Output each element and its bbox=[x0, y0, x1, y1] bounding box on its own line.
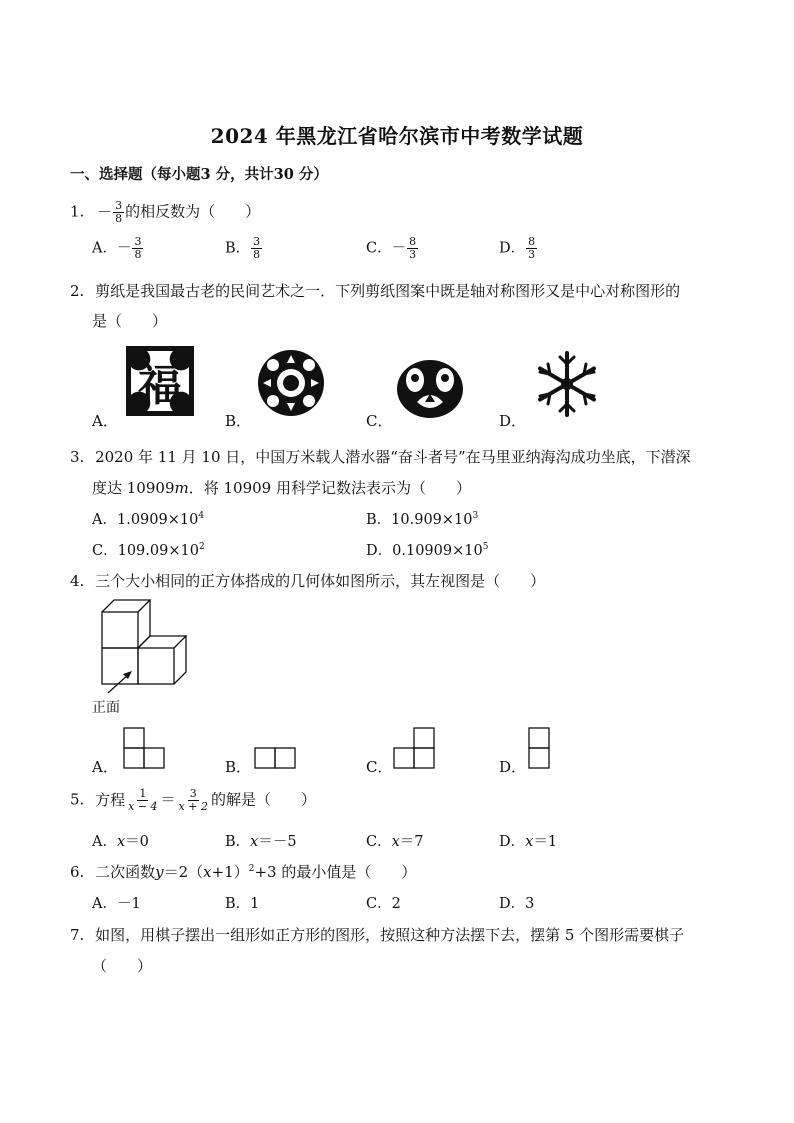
option-value: ＝1 bbox=[533, 834, 558, 850]
fraction bbox=[251, 236, 262, 261]
fraction bbox=[526, 236, 537, 261]
pattern-hole bbox=[303, 359, 315, 371]
page-title: 2024 年黑龙江省哈尔滨市中考数学试题 bbox=[210, 124, 584, 148]
question-2 bbox=[70, 280, 680, 301]
pattern-hole bbox=[267, 359, 279, 371]
option-value: 109.09×10 bbox=[117, 543, 199, 559]
view-option-b[interactable] bbox=[253, 746, 299, 770]
q4-option-d-label[interactable]: D． bbox=[499, 758, 527, 776]
paper-cut-snowflake-image[interactable] bbox=[533, 350, 601, 418]
question-number: 2. bbox=[70, 282, 85, 300]
question-1 bbox=[70, 200, 260, 225]
fraction bbox=[407, 236, 418, 261]
option-b[interactable] bbox=[225, 830, 297, 851]
unit: m bbox=[174, 479, 189, 497]
view-option-c[interactable] bbox=[392, 726, 438, 770]
outer-shape bbox=[397, 360, 463, 418]
numerator: 3 bbox=[134, 235, 142, 248]
question-text: 方程 bbox=[95, 790, 126, 809]
numerator: 8 bbox=[528, 235, 536, 248]
pattern-hole bbox=[267, 395, 279, 407]
option-label: B． bbox=[366, 512, 392, 528]
snowflake-center bbox=[561, 378, 573, 390]
sign: － bbox=[391, 240, 407, 257]
option-label: D． bbox=[499, 896, 526, 912]
option-a[interactable] bbox=[92, 236, 144, 261]
question-text: 如图，用棋子摆出一组形如正方形的图形，按照这种方法摆下去，摆第 5 个图形需要棋子 bbox=[95, 926, 685, 944]
eye-right bbox=[441, 374, 449, 382]
option-d[interactable] bbox=[366, 539, 488, 560]
option-b[interactable] bbox=[225, 892, 259, 913]
q4-option-a-label[interactable]: A． bbox=[92, 758, 118, 776]
option-a[interactable] bbox=[92, 508, 204, 529]
question-4 bbox=[70, 570, 545, 591]
option-d[interactable] bbox=[499, 236, 538, 261]
variable: x bbox=[250, 834, 259, 850]
option-label: A． bbox=[92, 834, 117, 850]
option-a[interactable] bbox=[92, 830, 149, 851]
eye-left bbox=[411, 374, 419, 382]
q2-option-c-label[interactable]: C． bbox=[366, 412, 393, 430]
equals: ＝ bbox=[160, 790, 176, 809]
exponent: 4 bbox=[198, 511, 205, 522]
section-heading: 一、选择题（每小题3 分，共计30 分） bbox=[70, 166, 328, 183]
option-value: ＝0 bbox=[125, 834, 149, 850]
question-text: 的相反数为（ ） bbox=[125, 202, 261, 221]
q2-option-b-label[interactable]: B． bbox=[225, 412, 252, 430]
exponent: 2 bbox=[248, 864, 255, 874]
option-d[interactable] bbox=[499, 892, 534, 913]
option-label: B． bbox=[225, 834, 251, 850]
option-label: B． bbox=[225, 896, 251, 912]
numerator: 3 bbox=[115, 199, 123, 212]
fu-character: 福 bbox=[138, 360, 182, 411]
sign: － bbox=[97, 202, 113, 221]
question-text: 的解是（ ） bbox=[210, 790, 316, 809]
option-value: ＝－5 bbox=[258, 834, 297, 850]
option-b[interactable] bbox=[225, 236, 263, 261]
question-number: 6. bbox=[70, 863, 85, 881]
option-label: B． bbox=[225, 240, 251, 257]
numerator: 3 bbox=[253, 235, 261, 248]
question-number: 3. bbox=[70, 448, 85, 466]
option-label: A． bbox=[92, 896, 117, 912]
option-value: 1.0909×10 bbox=[116, 512, 199, 528]
pattern-hole bbox=[303, 395, 315, 407]
question-7-line2: （ ） bbox=[92, 957, 153, 975]
denominator: x − 4 bbox=[128, 800, 158, 813]
center-flower bbox=[283, 375, 299, 391]
variable: y bbox=[155, 863, 164, 881]
option-label: C． bbox=[366, 896, 392, 912]
denominator: x + 2 bbox=[178, 800, 208, 813]
front-arrow bbox=[104, 668, 136, 696]
option-label: D． bbox=[499, 834, 526, 850]
paper-cut-fish-pair-image[interactable] bbox=[395, 358, 465, 420]
denominator: 8 bbox=[134, 248, 142, 261]
denominator: 8 bbox=[253, 248, 261, 261]
question-text: 三个大小相同的正方体搭成的几何体如图所示，其左视图是（ ） bbox=[95, 572, 546, 590]
denominator: 3 bbox=[528, 248, 536, 261]
numerator: 1 bbox=[139, 787, 147, 800]
question-number: 5. bbox=[70, 790, 85, 809]
text: ＝2（ bbox=[163, 863, 204, 881]
view-option-a[interactable] bbox=[120, 726, 166, 770]
option-value: 3 bbox=[525, 896, 535, 912]
paper-cut-fu-image[interactable] bbox=[125, 345, 195, 417]
option-value: 0.10909×10 bbox=[392, 543, 483, 559]
question-5 bbox=[70, 788, 316, 813]
sign: － bbox=[116, 240, 132, 257]
option-c[interactable] bbox=[366, 830, 424, 851]
numerator: 8 bbox=[409, 235, 417, 248]
option-value: ＝7 bbox=[399, 834, 424, 850]
question-3-line2 bbox=[92, 477, 471, 498]
fraction bbox=[132, 236, 143, 261]
numerator: 3 bbox=[189, 787, 197, 800]
text: 度达 10909 bbox=[92, 479, 175, 497]
option-a[interactable] bbox=[92, 892, 141, 913]
exponent: 3 bbox=[472, 511, 479, 522]
option-value: 2 bbox=[391, 896, 401, 912]
option-c[interactable] bbox=[366, 892, 401, 913]
text: +1） bbox=[211, 863, 249, 881]
option-label: A． bbox=[92, 512, 117, 528]
q4-option-c-label[interactable]: C． bbox=[366, 758, 393, 776]
front-label: 正面 bbox=[92, 700, 120, 716]
question-text: 二次函数 bbox=[95, 863, 156, 881]
variable: x bbox=[203, 863, 212, 881]
variable: x bbox=[525, 834, 534, 850]
variable: x bbox=[391, 834, 400, 850]
option-label: D． bbox=[366, 543, 393, 559]
rhs-fraction bbox=[177, 788, 210, 813]
fraction bbox=[113, 200, 124, 225]
question-text: 2020 年 11 月 10 日，中国万米载人潜水器“奋斗者号”在马里亚纳海沟成功坐底，下潜深 bbox=[95, 448, 691, 466]
question-number: 4. bbox=[70, 572, 85, 590]
denominator: 3 bbox=[409, 248, 417, 261]
question-number: 1. bbox=[70, 202, 85, 221]
option-c[interactable] bbox=[92, 539, 205, 560]
option-value: －1 bbox=[116, 896, 141, 912]
question-text: 剪纸是我国最古老的民间艺术之一．下列剪纸图案中既是轴对称图形又是中心对称图形的 bbox=[95, 282, 681, 300]
exponent: 5 bbox=[482, 542, 489, 553]
q2-option-a-label[interactable]: A． bbox=[92, 412, 118, 430]
denominator: 8 bbox=[115, 212, 123, 225]
option-label: A． bbox=[92, 240, 117, 257]
option-c[interactable] bbox=[366, 236, 419, 261]
option-value: 10.909×10 bbox=[391, 512, 473, 528]
option-b[interactable] bbox=[366, 508, 478, 529]
view-option-d[interactable] bbox=[526, 726, 552, 770]
question-number: 7. bbox=[70, 926, 85, 944]
lhs-fraction bbox=[126, 788, 159, 813]
question-2-line2: 是（ ） bbox=[92, 312, 168, 330]
question-text: +3 的最小值是（ ） bbox=[254, 863, 417, 881]
variable: x bbox=[116, 834, 126, 850]
paper-cut-fish-round-image[interactable] bbox=[255, 347, 327, 419]
option-value: 1 bbox=[250, 896, 260, 912]
exponent: 2 bbox=[198, 542, 205, 553]
q4-option-b-label[interactable]: B． bbox=[225, 758, 252, 776]
text: ．将 10909 用科学记数法表示为（ ） bbox=[188, 479, 471, 497]
option-label: C． bbox=[92, 543, 118, 559]
question-3 bbox=[70, 446, 691, 467]
option-d[interactable] bbox=[499, 830, 557, 851]
option-label: C． bbox=[366, 240, 392, 257]
question-6 bbox=[70, 861, 416, 882]
question-7 bbox=[70, 924, 684, 945]
option-label: D． bbox=[499, 240, 526, 257]
option-label: C． bbox=[366, 834, 392, 850]
q2-option-d-label[interactable]: D． bbox=[499, 412, 527, 430]
